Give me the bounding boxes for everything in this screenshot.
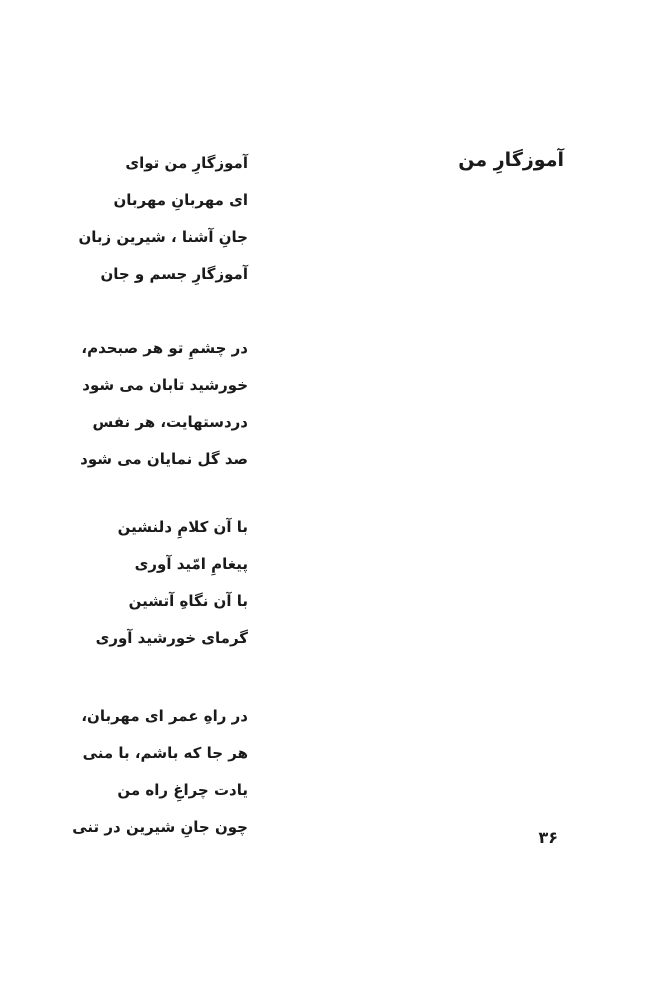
- verse-line: با آن نگاهِ آتشین: [128, 592, 248, 610]
- verse-line: دردستهایت، هر نفس: [92, 413, 248, 431]
- verse-line: پیغامِ امّید آوری: [134, 555, 248, 573]
- verse-line: یادت چراغِ راه من: [117, 781, 248, 799]
- poem-title: آموزگارِ من: [458, 149, 564, 171]
- verse-line: ای مهربانِ مهربان: [113, 191, 248, 209]
- verse-line: آموزگارِ من توای: [125, 154, 248, 172]
- stanza-3: [96, 509, 248, 657]
- stanza-2: [80, 330, 248, 478]
- verse-line: در چشمِ تو هر صبحدم،: [81, 339, 248, 357]
- verse-line: خورشید تابان می شود: [82, 376, 248, 394]
- stanza-1: [78, 145, 248, 293]
- verse-line: صد گل نمایان می شود: [80, 450, 248, 468]
- stanza-4: [72, 698, 248, 846]
- verse-line: گرمای خورشید آوری: [95, 629, 248, 647]
- verse-line: هر جا که باشم، با منی: [82, 744, 248, 762]
- verse-line: با آن کلامِ دلنشین: [117, 518, 248, 536]
- verse-line: چون جانِ شیرین در تنی: [72, 818, 248, 836]
- page-number: ۳۶: [538, 828, 558, 847]
- verse-line: در راهِ عمر ای مهربان،: [81, 707, 248, 725]
- verse-line: آموزگارِ جسم و جان: [100, 265, 248, 283]
- verse-line: جانِ آشنا ، شیرین زبان: [78, 228, 248, 246]
